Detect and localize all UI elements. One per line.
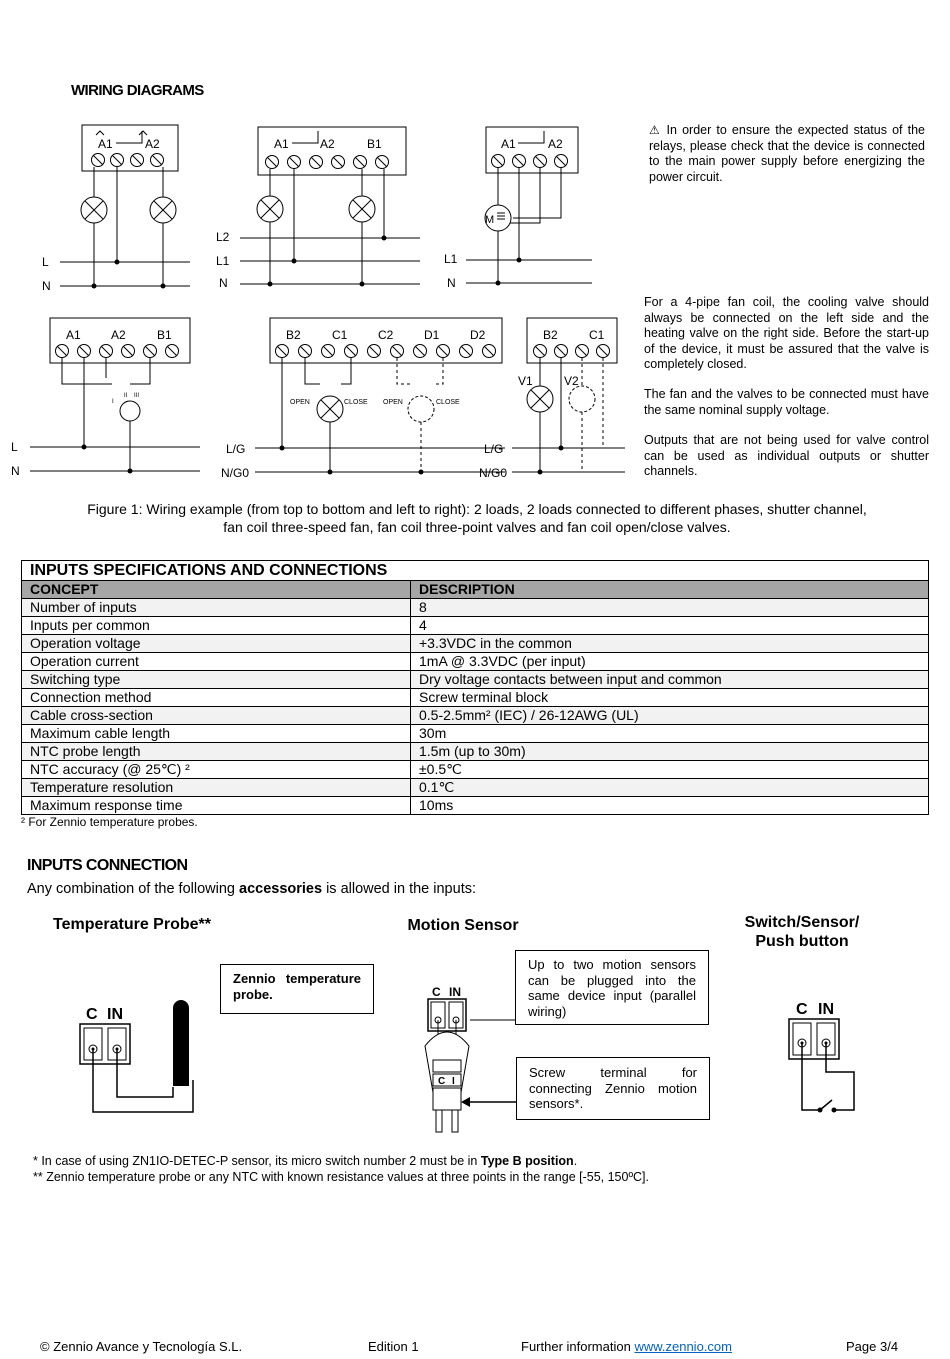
table-row [22, 761, 929, 779]
switch-title-line-2: Push button [755, 933, 849, 950]
description-cell: 1mA @ 3.3VDC (per input) [411, 653, 929, 671]
column-header-concept: CONCEPT [22, 581, 411, 599]
label-motor: M [485, 214, 495, 226]
description-cell: 30m [411, 725, 929, 743]
label-b1: B1 [367, 137, 382, 151]
footnote-end: . [573, 1154, 578, 1168]
table-row [22, 671, 929, 689]
concept-cell: NTC probe length [22, 743, 411, 761]
label-a1: A1 [66, 328, 81, 342]
unused-outputs-note: Outputs that are not being used for valve control can be used as individual outputs or shutter channels. [644, 433, 929, 479]
terminal-label-i: I [452, 1076, 455, 1087]
voltage-note: The fan and the valves to be connected must have the same nominal supply voltage. [644, 387, 929, 417]
footnote-text: * In case of using ZN1IO-DETEC-P sensor, its micro switch number 2 must be in [33, 1154, 481, 1168]
concept-cell: Maximum response time [22, 797, 411, 815]
diagram-shutter [444, 127, 592, 290]
label-d2: D2 [470, 328, 486, 342]
concept-cell: Operation current [22, 653, 411, 671]
label-b2: B2 [543, 328, 558, 342]
further-info-text: Further information [521, 1339, 635, 1354]
inputs-connection-heading: INPUTS CONNECTION [27, 857, 188, 874]
motion-sensor-diagram [425, 985, 516, 1132]
description-cell: 0.1℃ [411, 779, 929, 797]
fan-coil-note: For a 4-pipe fan coil, the cooling valve should always be connected on the left side and the heating valve on the right side. Before the start-up of the device, it must be assured that the valve is completely closed. [644, 295, 929, 372]
table-row [22, 707, 929, 725]
label-a2: A2 [320, 137, 335, 151]
motion-parallel-box: Up to two motion sensors can be plugged into the same device input (parallel wiring) [515, 950, 709, 1025]
table-row [22, 599, 929, 617]
label-ng0: N/G0 [479, 466, 508, 480]
label-a2: A2 [111, 328, 126, 342]
table-title: INPUTS SPECIFICATIONS AND CONNECTIONS [22, 561, 929, 581]
description-cell: 10ms [411, 797, 929, 815]
label-close: CLOSE [436, 399, 460, 406]
table-row [22, 779, 929, 797]
label-n: N [11, 464, 20, 478]
description-cell: Screw terminal block [411, 689, 929, 707]
table-row [22, 635, 929, 653]
label-speed-3: III [134, 393, 140, 399]
inputs-intro [27, 881, 476, 897]
terminal-label-in: IN [818, 1001, 834, 1018]
terminal-label-in: IN [107, 1006, 123, 1023]
label-l: L [11, 440, 18, 454]
label-n: N [42, 279, 51, 293]
label-a2: A2 [548, 137, 563, 151]
concept-cell: Switching type [22, 671, 411, 689]
description-cell: 4 [411, 617, 929, 635]
description-cell: 8 [411, 599, 929, 617]
footnote-sensor [33, 1154, 577, 1168]
switch-title-line-1: Switch/Sensor/ [744, 914, 860, 931]
label-n: N [219, 276, 228, 290]
warning-note [649, 123, 925, 185]
caption-line-2: fan coil three-speed fan, fan coil three-point valves and fan coil open/close valves. [223, 518, 731, 535]
figure-caption [22, 501, 932, 536]
footer-copyright: © Zennio Avance y Tecnología S.L. [40, 1339, 243, 1354]
switch-diagram [789, 1001, 854, 1113]
concept-cell: Temperature resolution [22, 779, 411, 797]
concept-cell: Connection method [22, 689, 411, 707]
diagram-fan [11, 318, 200, 478]
website-link[interactable]: www.zennio.com [634, 1339, 732, 1354]
motion-screw-box: Screw terminal for connecting Zennio motion sensors*. [516, 1057, 710, 1120]
intro-text-end: is allowed in the inputs: [322, 881, 476, 897]
table-row [22, 743, 929, 761]
terminal-label-in: IN [449, 985, 461, 999]
label-open: OPEN [290, 399, 310, 406]
caption-line-1: Figure 1: Wiring example (from top to bottom and left to right): 2 loads, 2 loads connected to different phases, shutter channel, [87, 501, 867, 517]
concept-cell: Inputs per common [22, 617, 411, 635]
label-b2: B2 [286, 328, 301, 342]
label-open: OPEN [383, 399, 403, 406]
table-row [22, 653, 929, 671]
table-row [22, 689, 929, 707]
label-lg: L/G [226, 442, 246, 456]
label-v2: V2 [564, 374, 579, 388]
column-header-description: DESCRIPTION [411, 581, 929, 599]
temperature-probe-diagram [80, 1000, 193, 1112]
terminal-label-c: C [796, 1001, 808, 1018]
label-c2: C2 [378, 328, 394, 342]
label-c1: C1 [332, 328, 348, 342]
footnote-probe: ** Zennio temperature probe or any NTC with known resistance values at three points in the range [-55, 150ºC]. [33, 1170, 650, 1184]
accessory-diagrams [0, 980, 950, 1140]
table-footnote: ² For Zennio temperature probes. [21, 815, 198, 829]
table-row [22, 725, 929, 743]
label-v1: V1 [518, 374, 533, 388]
terminal-label-c: C [86, 1006, 98, 1023]
diagram-two-phases [216, 127, 420, 290]
label-a2: A2 [145, 137, 160, 151]
concept-cell: Operation voltage [22, 635, 411, 653]
label-b1: B1 [157, 328, 172, 342]
label-l1: L1 [216, 254, 230, 268]
label-speed-2: II [124, 393, 128, 399]
table-row [22, 797, 929, 815]
description-cell: ±0.5℃ [411, 761, 929, 779]
label-ng0: N/G0 [221, 466, 250, 480]
intro-text: Any combination of the following [27, 881, 239, 897]
diagram-three-point-valves [221, 318, 508, 480]
switch-title [722, 913, 882, 951]
footer-page-number: Page 3/4 [846, 1339, 899, 1354]
warning-triangle-icon: ⚠ [649, 123, 662, 137]
label-a1: A1 [98, 137, 113, 151]
wiring-diagrams [0, 115, 640, 485]
description-cell: 0.5-2.5mm² (IEC) / 26-12AWG (UL) [411, 707, 929, 725]
temperature-probe-title: Temperature Probe** [53, 916, 211, 933]
warning-text: In order to ensure the expected status of the relays, please check that the device is connected to the main power supply before energizing the power circuit. [649, 123, 925, 184]
label-a1: A1 [274, 137, 289, 151]
description-cell: Dry voltage contacts between input and common [411, 671, 929, 689]
temp-probe-box: Zennio temperature probe. [220, 964, 374, 1014]
footnote-bold: Type B position [480, 1154, 574, 1168]
description-cell: 1.5m (up to 30m) [411, 743, 929, 761]
label-d1: D1 [424, 328, 440, 342]
description-cell: +3.3VDC in the common [411, 635, 929, 653]
diagram-two-loads [42, 125, 190, 293]
label-speed-1: I [112, 399, 114, 405]
concept-cell: Maximum cable length [22, 725, 411, 743]
concept-cell: Number of inputs [22, 599, 411, 617]
terminal-label-c: C [432, 985, 441, 999]
label-a1: A1 [501, 137, 516, 151]
intro-bold: accessories [239, 881, 323, 897]
label-l: L [42, 255, 49, 269]
label-n: N [447, 276, 456, 290]
wiring-heading: WIRING DIAGRAMS [71, 82, 204, 99]
label-c1: C1 [589, 328, 605, 342]
motion-sensor-title: Motion Sensor [407, 917, 519, 934]
concept-cell: Cable cross-section [22, 707, 411, 725]
footer-edition: Edition 1 [368, 1339, 419, 1354]
concept-cell: NTC accuracy (@ 25℃) ² [22, 761, 411, 779]
label-l1: L1 [444, 252, 458, 266]
inputs-spec-table [21, 560, 929, 815]
label-lg: L/G [484, 442, 504, 456]
label-close: CLOSE [344, 399, 368, 406]
label-l2: L2 [216, 230, 230, 244]
table-row [22, 617, 929, 635]
footer-further-info [521, 1339, 732, 1354]
terminal-label-c: C [438, 1076, 446, 1087]
